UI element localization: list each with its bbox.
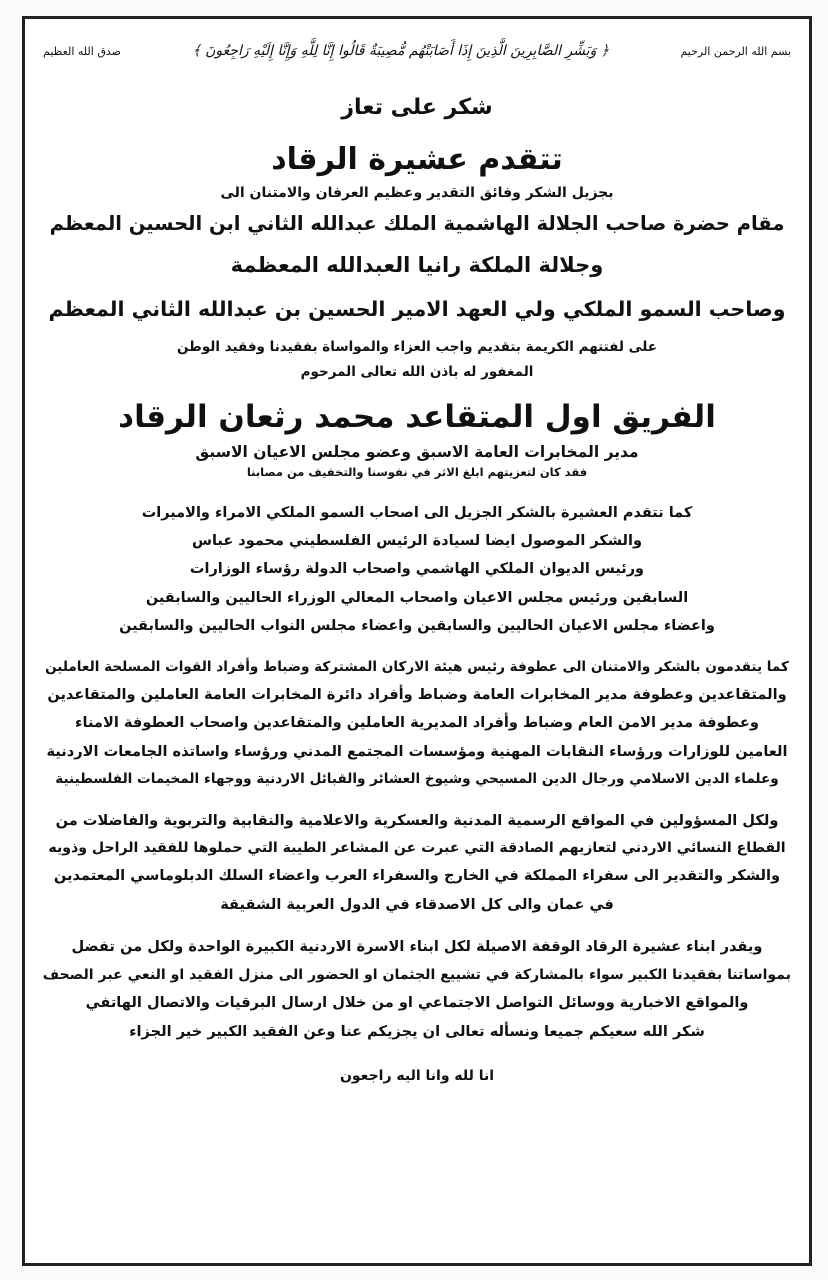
gesture-line: على لفتتهم الكريمة بتقديم واجب العزاء والمواساة بفقيدنا وفقيد الوطن <box>176 338 658 355</box>
text-line: بمواساتنا بفقيدنا الكبير سواء بالمشاركة في تشييع الجثمان او الحضور الى منزل الفقيد او النعي عبر الصحف <box>42 966 791 983</box>
text-line: والشكر الموصول ايضا لسيادة الرئيس الفلسطيني محمود عباس <box>191 533 642 550</box>
royal-line: مقام حضرة صاحب الجلالة الهاشمية الملك عبدالله الثاني ابن الحسين المعظم <box>49 212 785 235</box>
text-line: كما يتقدمون بالشكر والامتنان الى عطوفة رئيس هيئة الاركان المشتركة وضباط وأفراد القوات المسلحة العاملين <box>45 659 789 676</box>
text-line: وعلماء الدين الاسلامي ورجال الدين المسيحي وشيوخ العشائر والقبائل الاردنية ووجهاء المخيمات الفلسطينية <box>55 771 779 787</box>
thanks-block-officials <box>43 807 791 920</box>
announcement-frame <box>22 16 812 1266</box>
condolence-note: فقد كان لتعزيتهم ابلغ الاثر في نفوسنا والتخفيف من مصابنا <box>246 464 588 479</box>
text-line: شكر الله سعيكم جميعا ونسأله تعالى ان يجزيكم عنا وعن الفقيد الكبير خير الجزاء <box>129 1022 705 1040</box>
sadaq-allah: صدق الله العظيم <box>43 44 121 58</box>
gesture-line: المغفور له باذن الله تعالى المرحوم <box>300 363 534 380</box>
thanks-block-royals <box>43 499 791 640</box>
text-line: كما تتقدم العشيرة بالشكر الجزيل الى اصحاب السمو الملكي الامراء والاميرات <box>141 504 693 521</box>
text-line: والشكر والتقدير الى سفراء المملكة في الخارج والسفراء العرب واعضاء السلك الدبلوماسي المعتمدين <box>53 867 781 885</box>
announcement-content <box>25 19 809 1263</box>
thanks-block-institutions <box>43 654 791 792</box>
announcement-title: شكر على تعاز <box>341 95 493 120</box>
royal-line: وصاحب السمو الملكي ولي العهد الامير الحسين بن عبدالله الثاني المعظم <box>48 296 786 321</box>
closing-phrase: انا لله وانا اليه راجعون <box>339 1068 495 1085</box>
text-line: السابقين ورئيس مجلس الاعيان واصحاب المعالي الوزراء الحاليين والسابقين <box>145 589 689 606</box>
thanks-block-public <box>43 933 791 1046</box>
text-line: العامين للوزارات ورؤساء النقابات المهنية ومؤسسات المجتمع المدني ورؤساء واساتذه الجامعات الاردنية <box>46 742 788 760</box>
text-line: واعضاء مجلس الاعيان الحاليين والسابقين واعضاء مجلس النواب الحاليين والسابقين <box>119 617 715 634</box>
deceased-position: مدير المخابرات العامة الاسبق وعضو مجلس الاعيان الاسبق <box>195 442 639 461</box>
text-line: القطاع النسائي الاردني لتعازيهم الصادقة التي عبرت عن المشاعر الطيبة التي حملوها للفقيد الراحل وذويه <box>48 839 786 856</box>
quran-verse: ﴿ وَبَشِّرِ الصَّابِرِينَ الَّذِينَ إِذَا أَصَابَتْهُم مُّصِيبَةٌ قَالُوا إِنَّا لِلَّهِ وَإِنَّا إِلَيْهِ رَاجِعُونَ ﴾ <box>192 43 609 59</box>
basmala: بسم الله الرحمن الرحيم <box>680 44 791 58</box>
text-line: ولكل المسؤولين في المواقع الرسمية المدنية والعسكرية والاعلامية والنقابية والتربوية والفاضلات من <box>55 811 779 829</box>
deceased-name: الفريق اول المتقاعد محمد رثعان الرقاد <box>118 398 716 435</box>
text-line: في عمان والى كل الاصدقاء في الدول العربية الشقيقة <box>220 895 614 913</box>
text-line: ورئيس الديوان الملكي الهاشمي واصحاب الدولة رؤساء الوزارات <box>189 561 645 578</box>
quran-verse-row <box>43 37 791 65</box>
tribe-heading: تتقدم عشيرة الرقاد <box>271 142 563 177</box>
text-line: ويقدر ابناء عشيرة الرقاد الوقفة الاصيلة لكل ابناء الاسرة الاردنية الكبيرة الواحدة ولكل من تفضل <box>71 938 763 956</box>
text-line: والمتقاعدين وعطوفة مدير المخابرات العامة وضباط وأفراد دائرة المخابرات العامة العاملين والمتقاعدين <box>47 685 787 703</box>
text-line: وعطوفة مدير الامن العام وضباط وأفراد المديرية العاملين والمتقاعدين واصحاب العطوفة الامناء <box>75 714 759 732</box>
royal-line: وجلالة الملكة رانيا العبدالله المعظمة <box>230 253 604 278</box>
intro-line: بجزيل الشكر وفائق التقدير وعظيم العرفان والامتنان الى <box>220 185 614 201</box>
text-line: والمواقع الاخبارية ووسائل التواصل الاجتماعي او من خلال ارسال البرقيات والاتصال الهاتفي <box>85 994 749 1012</box>
